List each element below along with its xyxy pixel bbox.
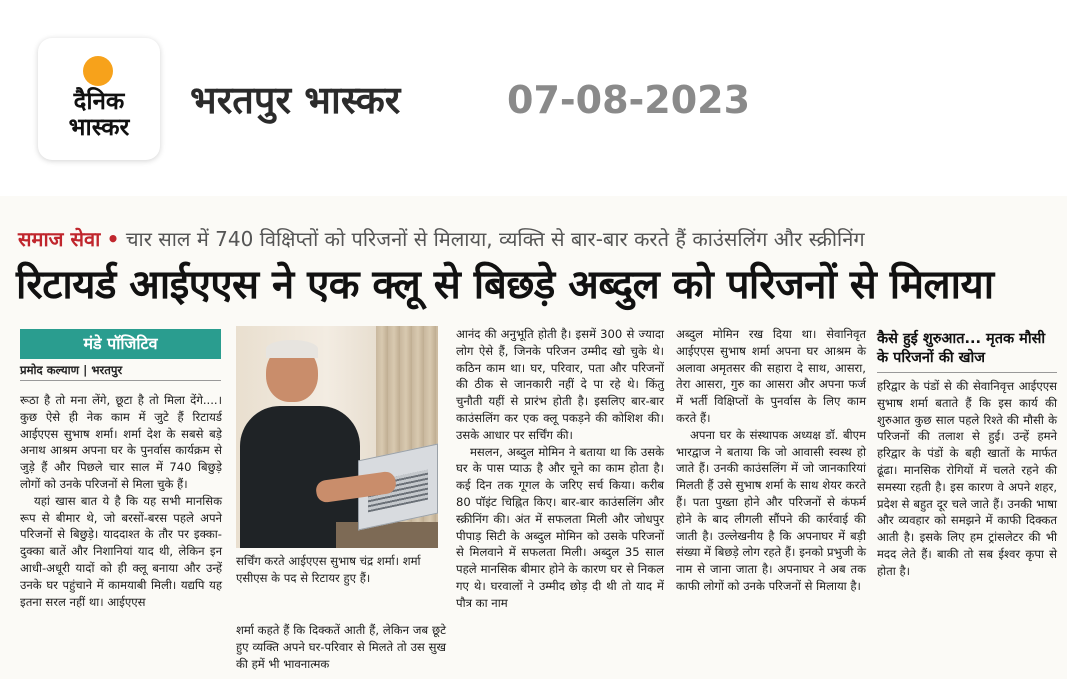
paragraph: हरिद्वार के पंडों से की सेवानिवृत्त आईएएस सुभाष शर्मा बताते हैं कि इस कार्य की शुरुआत कुछ साल पहले रिश्ते की मौसी के परिजनों की तलाश से हुई। उन्हें हमने हरिद्वार के पंडों के बही खातों के मार्फत ढूंढा। मानसिक रोगियों में चलते रहने की समस्या रहती है। इस कारण वे अपने शहर, प्रदेश से बहुत दूर चले जाते हैं। उनकी भाषा और व्यवहार को समझने में काफी दिक्कत आती है। इसके लिए हम ट्रांसलेटर की भी मदद लेते हैं। बाकी तो सब ईश्वर कृपा से होता है। <box>877 379 1057 578</box>
byline: प्रमोद कल्याण | भरतपुर <box>20 363 123 377</box>
column-1 <box>20 392 222 610</box>
edition-name: भरतपुर भास्कर <box>190 78 401 122</box>
column-3 <box>456 326 664 612</box>
kicker-line <box>18 226 865 252</box>
paragraph: रूठा है तो मना लेंगे, छूटा है तो मिला देंगे....। कुछ ऐसे ही नेक काम में जुटे हैं रिटायर्ड आईएएस सुभाष शर्मा। शर्मा देश के सबसे बड़े अनाथ आश्रम अपना घर के पुनर्वास कार्यक्रम से जुड़े हैं और पिछले चार साल में 740 बिछुड़े लोगों को उनके परिजनों से मिला चुके हैं। <box>20 393 222 491</box>
paragraph: अपना घर के संस्थापक अध्यक्ष डॉ. बीएम भारद्वाज ने बताया कि जो आवासी स्वस्थ हो जाते हैं। उनकी काउंसलिंग में जो जानकारियां मिलती हैं उसे सुभाष शर्मा के साथ शेयर करते हैं। पता पुख्ता होने और परिजनों से कंफर्म होने के बाद लीगली सौंपने की कार्रवाई की जाती है। उल्लेखनीय है कि अपनाघर में बड़ी संख्या में बिछड़े लोग रहते हैं। इनको प्रभुजी के नाम से जाना जाता है। अपनाघर ने अब तक काफी लोगों को उनके परिजनों से मिलाया है। <box>676 427 866 593</box>
edition-date: 07-08-2023 <box>507 78 751 122</box>
photo-caption: सर्चिंग करते आईएएस सुभाष चंद्र शर्मा। शर्मा एसीएस के पद से रिटायर हुए हैं। <box>236 554 421 585</box>
logo-text-line1: दैनिक <box>73 87 125 115</box>
kicker-bullet: • <box>106 227 120 251</box>
logo-text-line2: भास्कर <box>68 113 130 141</box>
newspaper-logo <box>38 38 160 160</box>
man-hair <box>266 340 318 358</box>
paragraph: शर्मा कहते हैं कि दिक्कतें आती हैं, लेकिन जब छूटे हुए व्यक्ति अपने घर-परिवार से मिलते तो उस सुख की हमें भी भावनात्मक <box>236 623 446 671</box>
monday-positive-badge: मंडे पॉजिटिव <box>20 329 221 359</box>
column-2 <box>236 622 446 672</box>
divider <box>877 372 1057 373</box>
section-tag: समाज सेवा <box>18 227 101 251</box>
column-5 <box>877 378 1057 580</box>
kicker-text: चार साल में 740 विक्षिप्तों को परिजनों से मिलाया, व्यक्ति से बार-बार करते हैं काउंसलिंग और स्क्रीनिंग <box>125 227 865 251</box>
newspaper-clipping <box>0 196 1067 679</box>
divider <box>20 380 221 381</box>
paragraph: यहां खास बात ये है कि यह सभी मानसिक रूप से बीमार थे, जो बरसों-बरस पहले अपने परिजनों से बिछुड़े। याददाश्त के तौर पर इक्का-दुक्का बातें और निशानियां याद थी, लेकिन इन आधी-अधूरी यादों को ही क्लू बनाया और उन्हें उनके घर पहुंचाने में कामयाबी मिली। यद्यपि यह इतना सरल नहीं था। आईएएस <box>20 493 222 609</box>
sun-icon <box>83 56 113 86</box>
paragraph: अब्दुल मोमिन रख दिया था। सेवानिवृत आईएएस सुभाष शर्मा अपना घर आश्रम के अलावा अमृतसर की सहारा दे साथ, आसरा, तेरा आसरा, गुरु का आसरा और अपना फर्ज में भर्ती विक्षिप्तों के पुनर्वास के लिए काम करते हैं। <box>676 327 866 425</box>
edition-header <box>0 0 1067 190</box>
paragraph: आनंद की अनुभूति होती है। इसमें 300 से ज्यादा लोग ऐसे हैं, जिनके परिजन उम्मीद खो चुके थे। कठिन काम था। घर, परिवार, पता और परिजनों की ठीक से जानकारी नहीं दे पा रहे थे। किंतु चुनौती यहीं से प्रारंभ होती है। इसलिए बार-बार काउंसलिंग कर एक क्लू पकड़ने की कोशिश की। उसके आधार पर सर्चिंग की। <box>456 327 664 442</box>
article-photo <box>236 326 438 548</box>
article-headline: रिटायर्ड आईएएस ने एक क्लू से बिछड़े अब्दुल को परिजनों से मिलाया <box>16 262 994 308</box>
paragraph: मसलन, अब्दुल मोमिन ने बताया था कि उसके घर के पास प्याऊ है और चूने का काम होता है। कई दिन तक गूगल के जरिए सर्च किया। करीब 80 पॉइंट चिह्नित किए। बार-बार काउंसलिंग और स्क्रीनिंग की। अंत में सफलता मिली और जोधपुर पीपाड़ सिटी के अब्दुल मोमिन को उसके परिजनों से मिलवाने में सफलता मिली। अब्दुल 35 साल पहले मानसिक बीमार होने के कारण घर से निकल गए थे। घरवालों ने उम्मीद छोड़ दी थी तो याद में पौत्र का नाम <box>456 444 664 610</box>
desk <box>336 522 438 548</box>
column-4 <box>676 326 866 595</box>
sidebar-heading: कैसे हुई शुरुआत... मृतक मौसी के परिजनों की खोज <box>877 331 1046 366</box>
